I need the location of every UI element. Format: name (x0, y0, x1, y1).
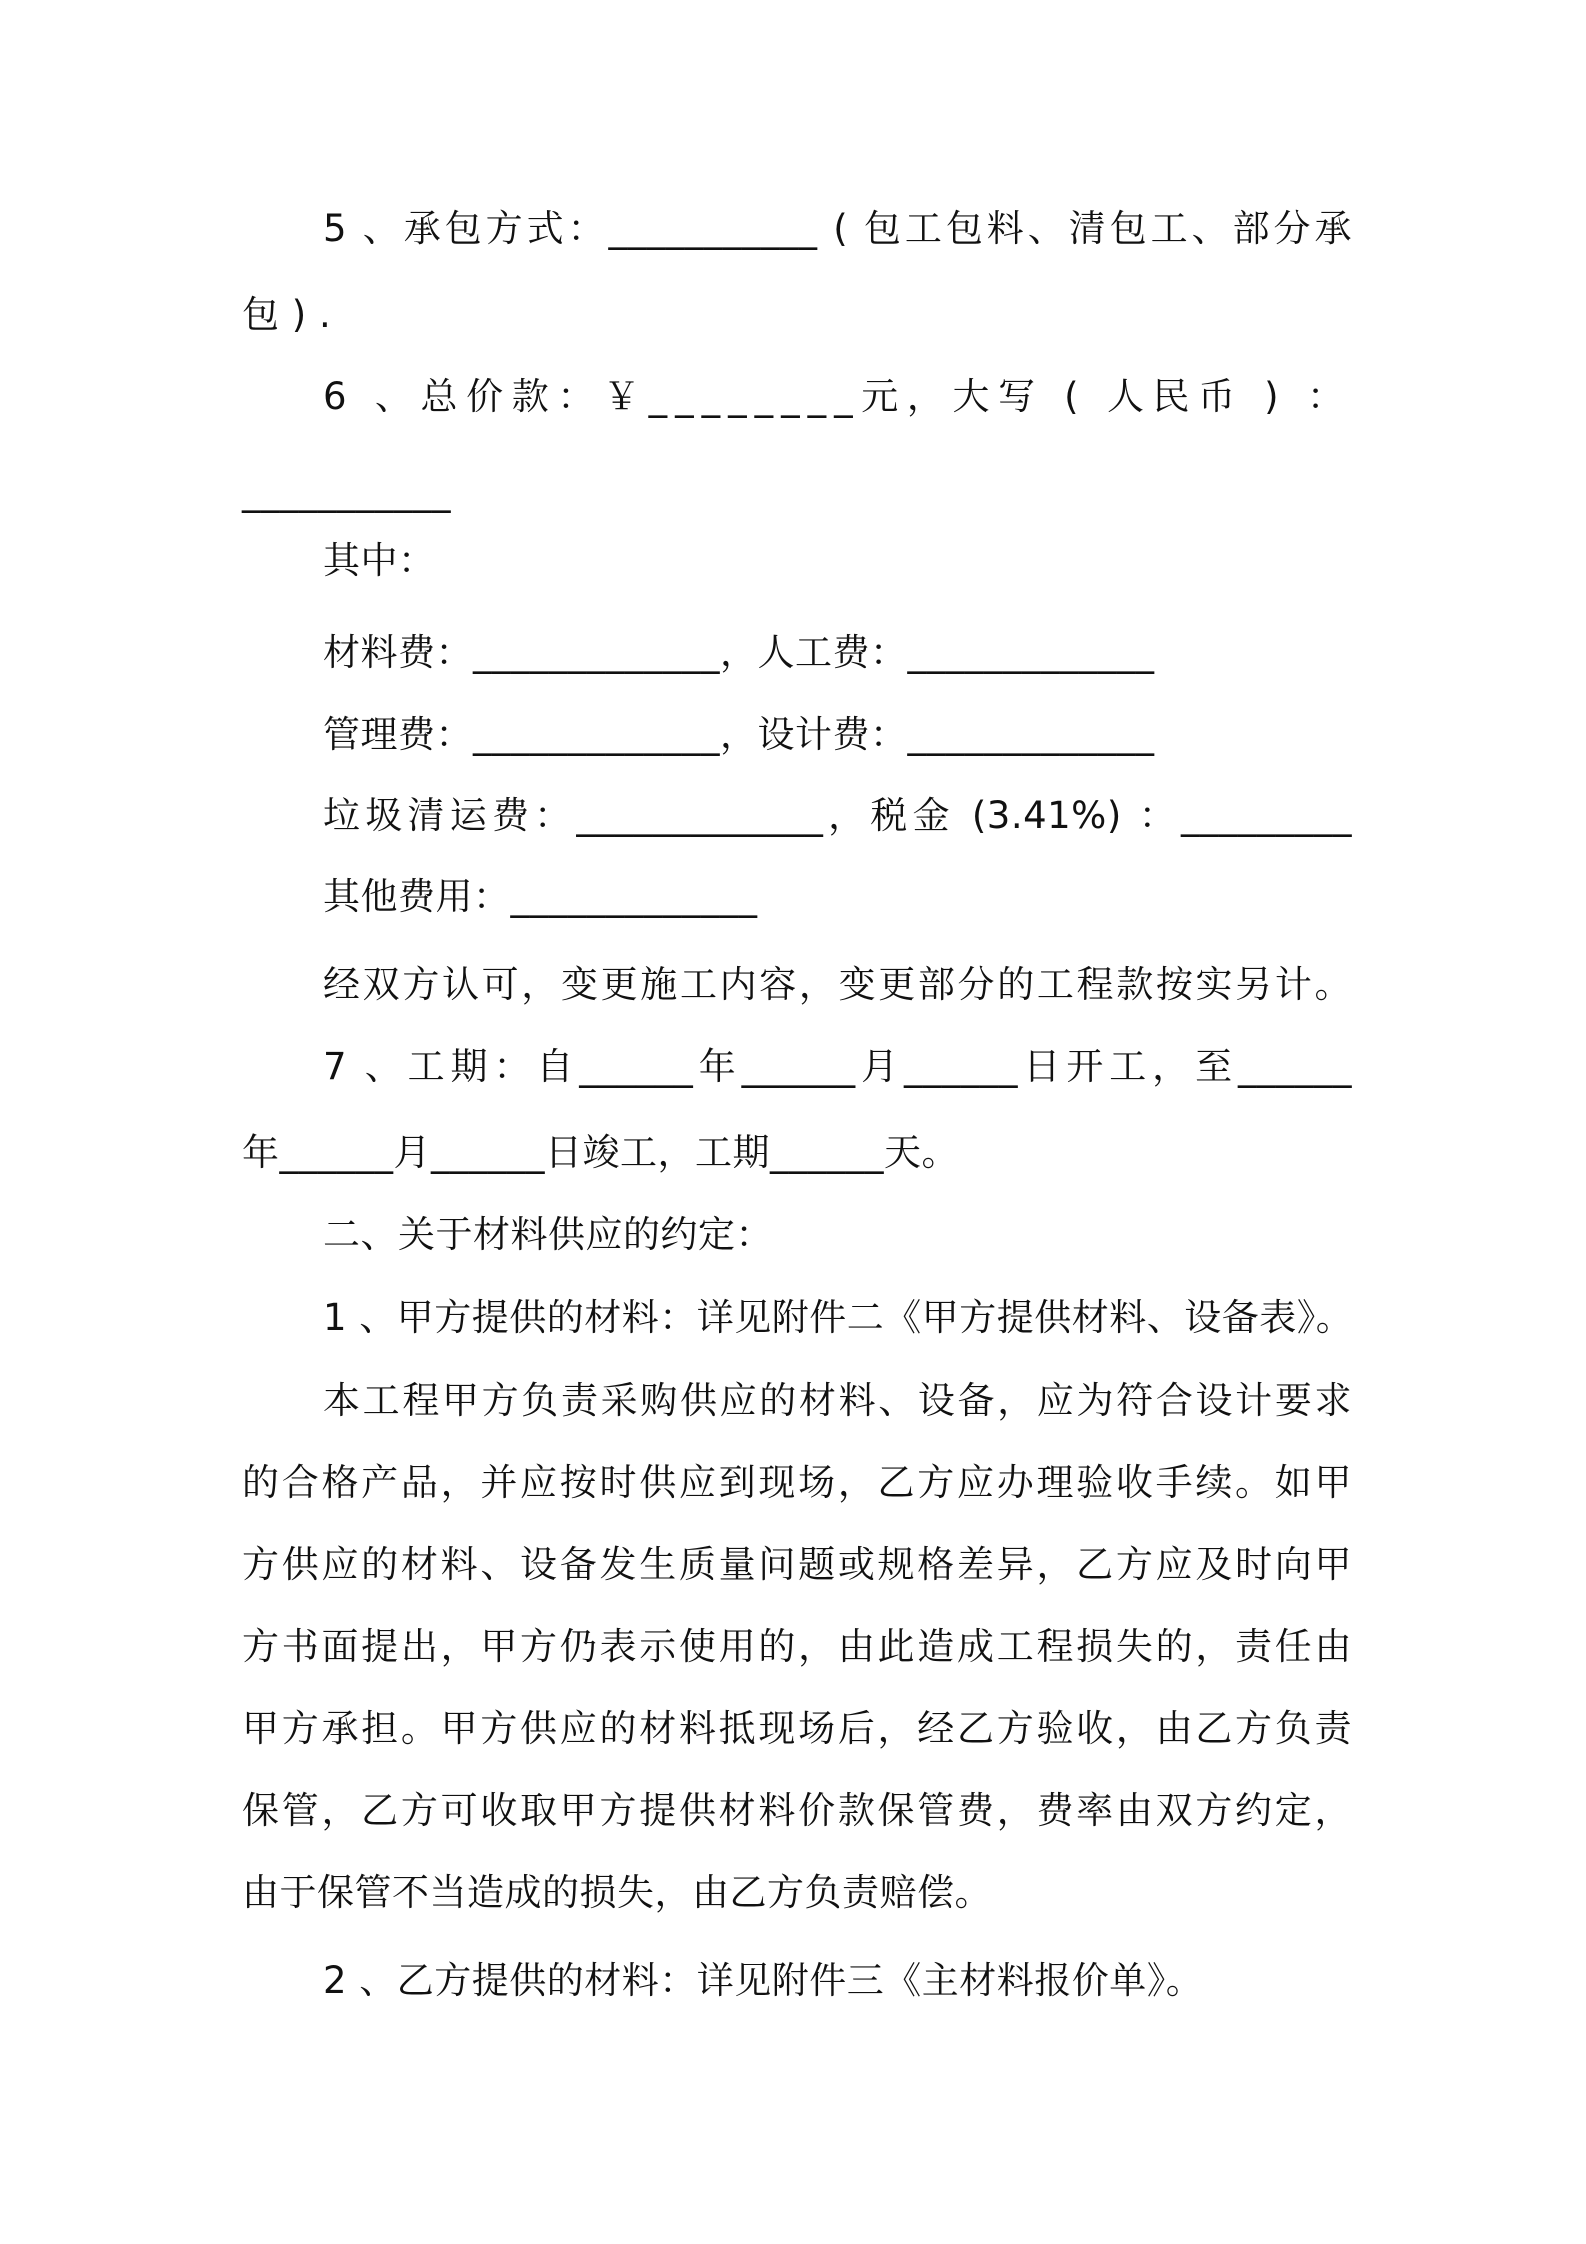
change-clause: 经双方认可，变更施工内容，变更部分的工程款按实另计。 (323, 963, 1352, 1006)
clause-6-total-price: 6 、总价款：￥________元，大写 ( 人民币 ) ： (323, 375, 1352, 418)
paragraph-line-5: 甲方承担。甲方供应的材料抵现场后，经乙方验收，由乙方负责 (242, 1707, 1352, 1750)
clause-6-blank: ___________ (242, 470, 451, 513)
clause-7-continuation: 年______月______日竣工，工期______天。 (242, 1131, 959, 1174)
paragraph-line-4: 方书面提出，甲方仍表示使用的，由此造成工程损失的，责任由 (242, 1625, 1352, 1668)
fee-line-other: 其他费用：_____________ (323, 875, 758, 918)
fee-line-waste-tax: 垃圾清运费：_____________，税金 (3.41%) ：_________ (323, 794, 1352, 837)
fee-line-management-design: 管理费：_____________，设计费：_____________ (323, 713, 1155, 756)
section-2-heading: 二、关于材料供应的约定： (323, 1213, 773, 1256)
clause-7-schedule: 7 、工期：自______年______月______日开工，至______ (323, 1045, 1352, 1088)
fee-line-material-labor: 材料费：_____________，人工费：_____________ (323, 631, 1155, 674)
breakdown-heading: 其中： (323, 539, 436, 582)
clause-5-continuation: 包 ) . (242, 293, 332, 336)
paragraph-line-7: 由于保管不当造成的损失，由乙方负责赔偿。 (242, 1871, 992, 1914)
clause-5-contract-mode: 5 、承包方式：___________ ( 包工包料、清包工、部分承 (323, 207, 1352, 250)
paragraph-line-6: 保管，乙方可收取甲方提供材料价款保管费，费率由双方约定， (242, 1789, 1352, 1832)
paragraph-line-2: 的合格产品，并应按时供应到现场，乙方应办理验收手续。如甲 (242, 1461, 1352, 1504)
paragraph-line-3: 方供应的材料、设备发生质量问题或规格差异，乙方应及时向甲 (242, 1543, 1352, 1586)
paragraph-line-1: 本工程甲方负责采购供应的材料、设备，应为符合设计要求 (323, 1379, 1352, 1422)
clause-1-party-a-materials: 1 、甲方提供的材料：详见附件二《甲方提供材料、设备表》。 (323, 1296, 1354, 1339)
clause-2-party-b-materials: 2 、乙方提供的材料：详见附件三《主材料报价单》。 (323, 1959, 1204, 2002)
